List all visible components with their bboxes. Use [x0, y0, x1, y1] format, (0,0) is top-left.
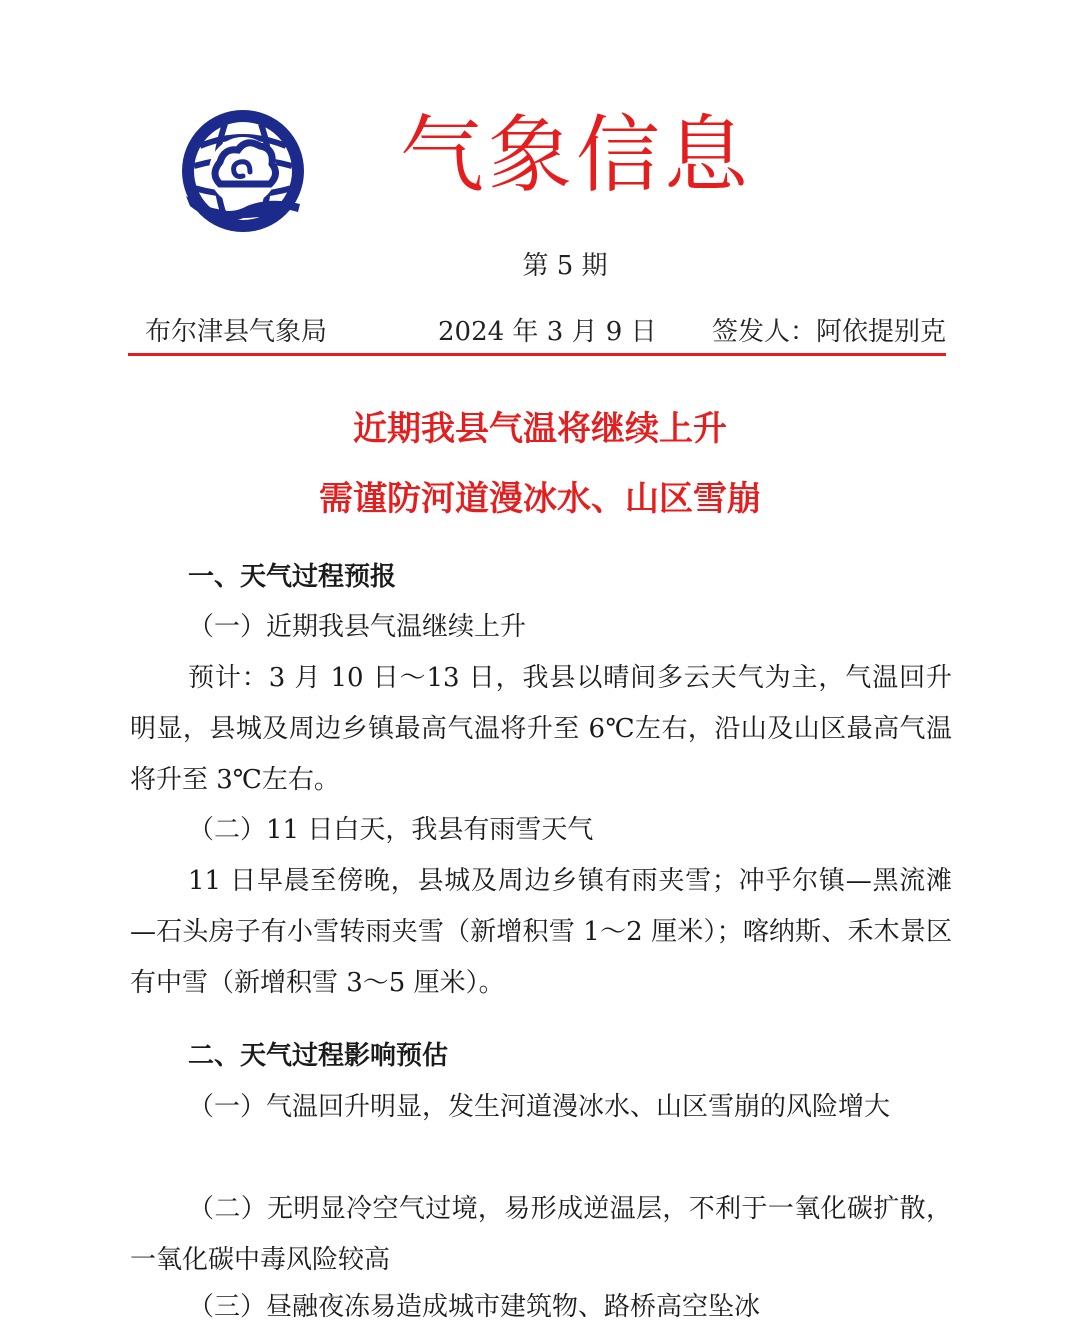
section-1-heading: 一、天气过程预报	[188, 562, 397, 592]
signer: 签发人：阿依提别克	[712, 317, 947, 347]
issuing-organization: 布尔津县气象局	[145, 317, 328, 347]
section-2-heading: 二、天气过程影响预估	[188, 1041, 449, 1071]
section-2-item-1: （一）气温回升明显，发生河道漫冰水、山区雪崩的风险增大	[188, 1092, 891, 1122]
masthead-title: 气象信息	[400, 106, 753, 204]
section-1-sub-1-text: 预计：3 月 10 日～13 日，我县以晴间多云天气为主，气温回升明显，县城及周边乡镇最高气温将升至 6℃左右，沿山及山区最高气温将升至 3℃左右。	[130, 663, 952, 795]
headline-line-2: 需谨防河道漫冰水、山区雪崩	[319, 479, 761, 519]
issue-date: 2024 年 3 月 9 日	[438, 317, 657, 347]
section-2-item-2: （二）无明显冷空气过境，易形成逆温层，不利于一氧化碳扩散，一氧化碳中毒风险较高	[130, 1194, 952, 1275]
section-2-item-3: （三）昼融夜冻易造成城市建筑物、路桥高空坠冰	[188, 1292, 761, 1322]
header-divider	[128, 353, 946, 356]
meteorological-emblem-icon	[180, 108, 306, 234]
section-1-sub-2-title: （二）11 日白天，我县有雨雪天气	[188, 815, 594, 845]
headline-line-1: 近期我县气温将继续上升	[353, 409, 727, 449]
section-1-sub-2-text: 11 日早晨至傍晚，县城及周边乡镇有雨夹雪；冲乎尔镇—黑流滩—石头房子有小雪转雨夹雪（新增积雪 1～2 厘米）；喀纳斯、禾木景区有中雪（新增积雪 3～5 厘米）。	[130, 866, 952, 998]
section-1-sub-1-title: （一）近期我县气温继续上升	[188, 612, 527, 642]
issue-number: 第 5 期	[522, 251, 608, 281]
